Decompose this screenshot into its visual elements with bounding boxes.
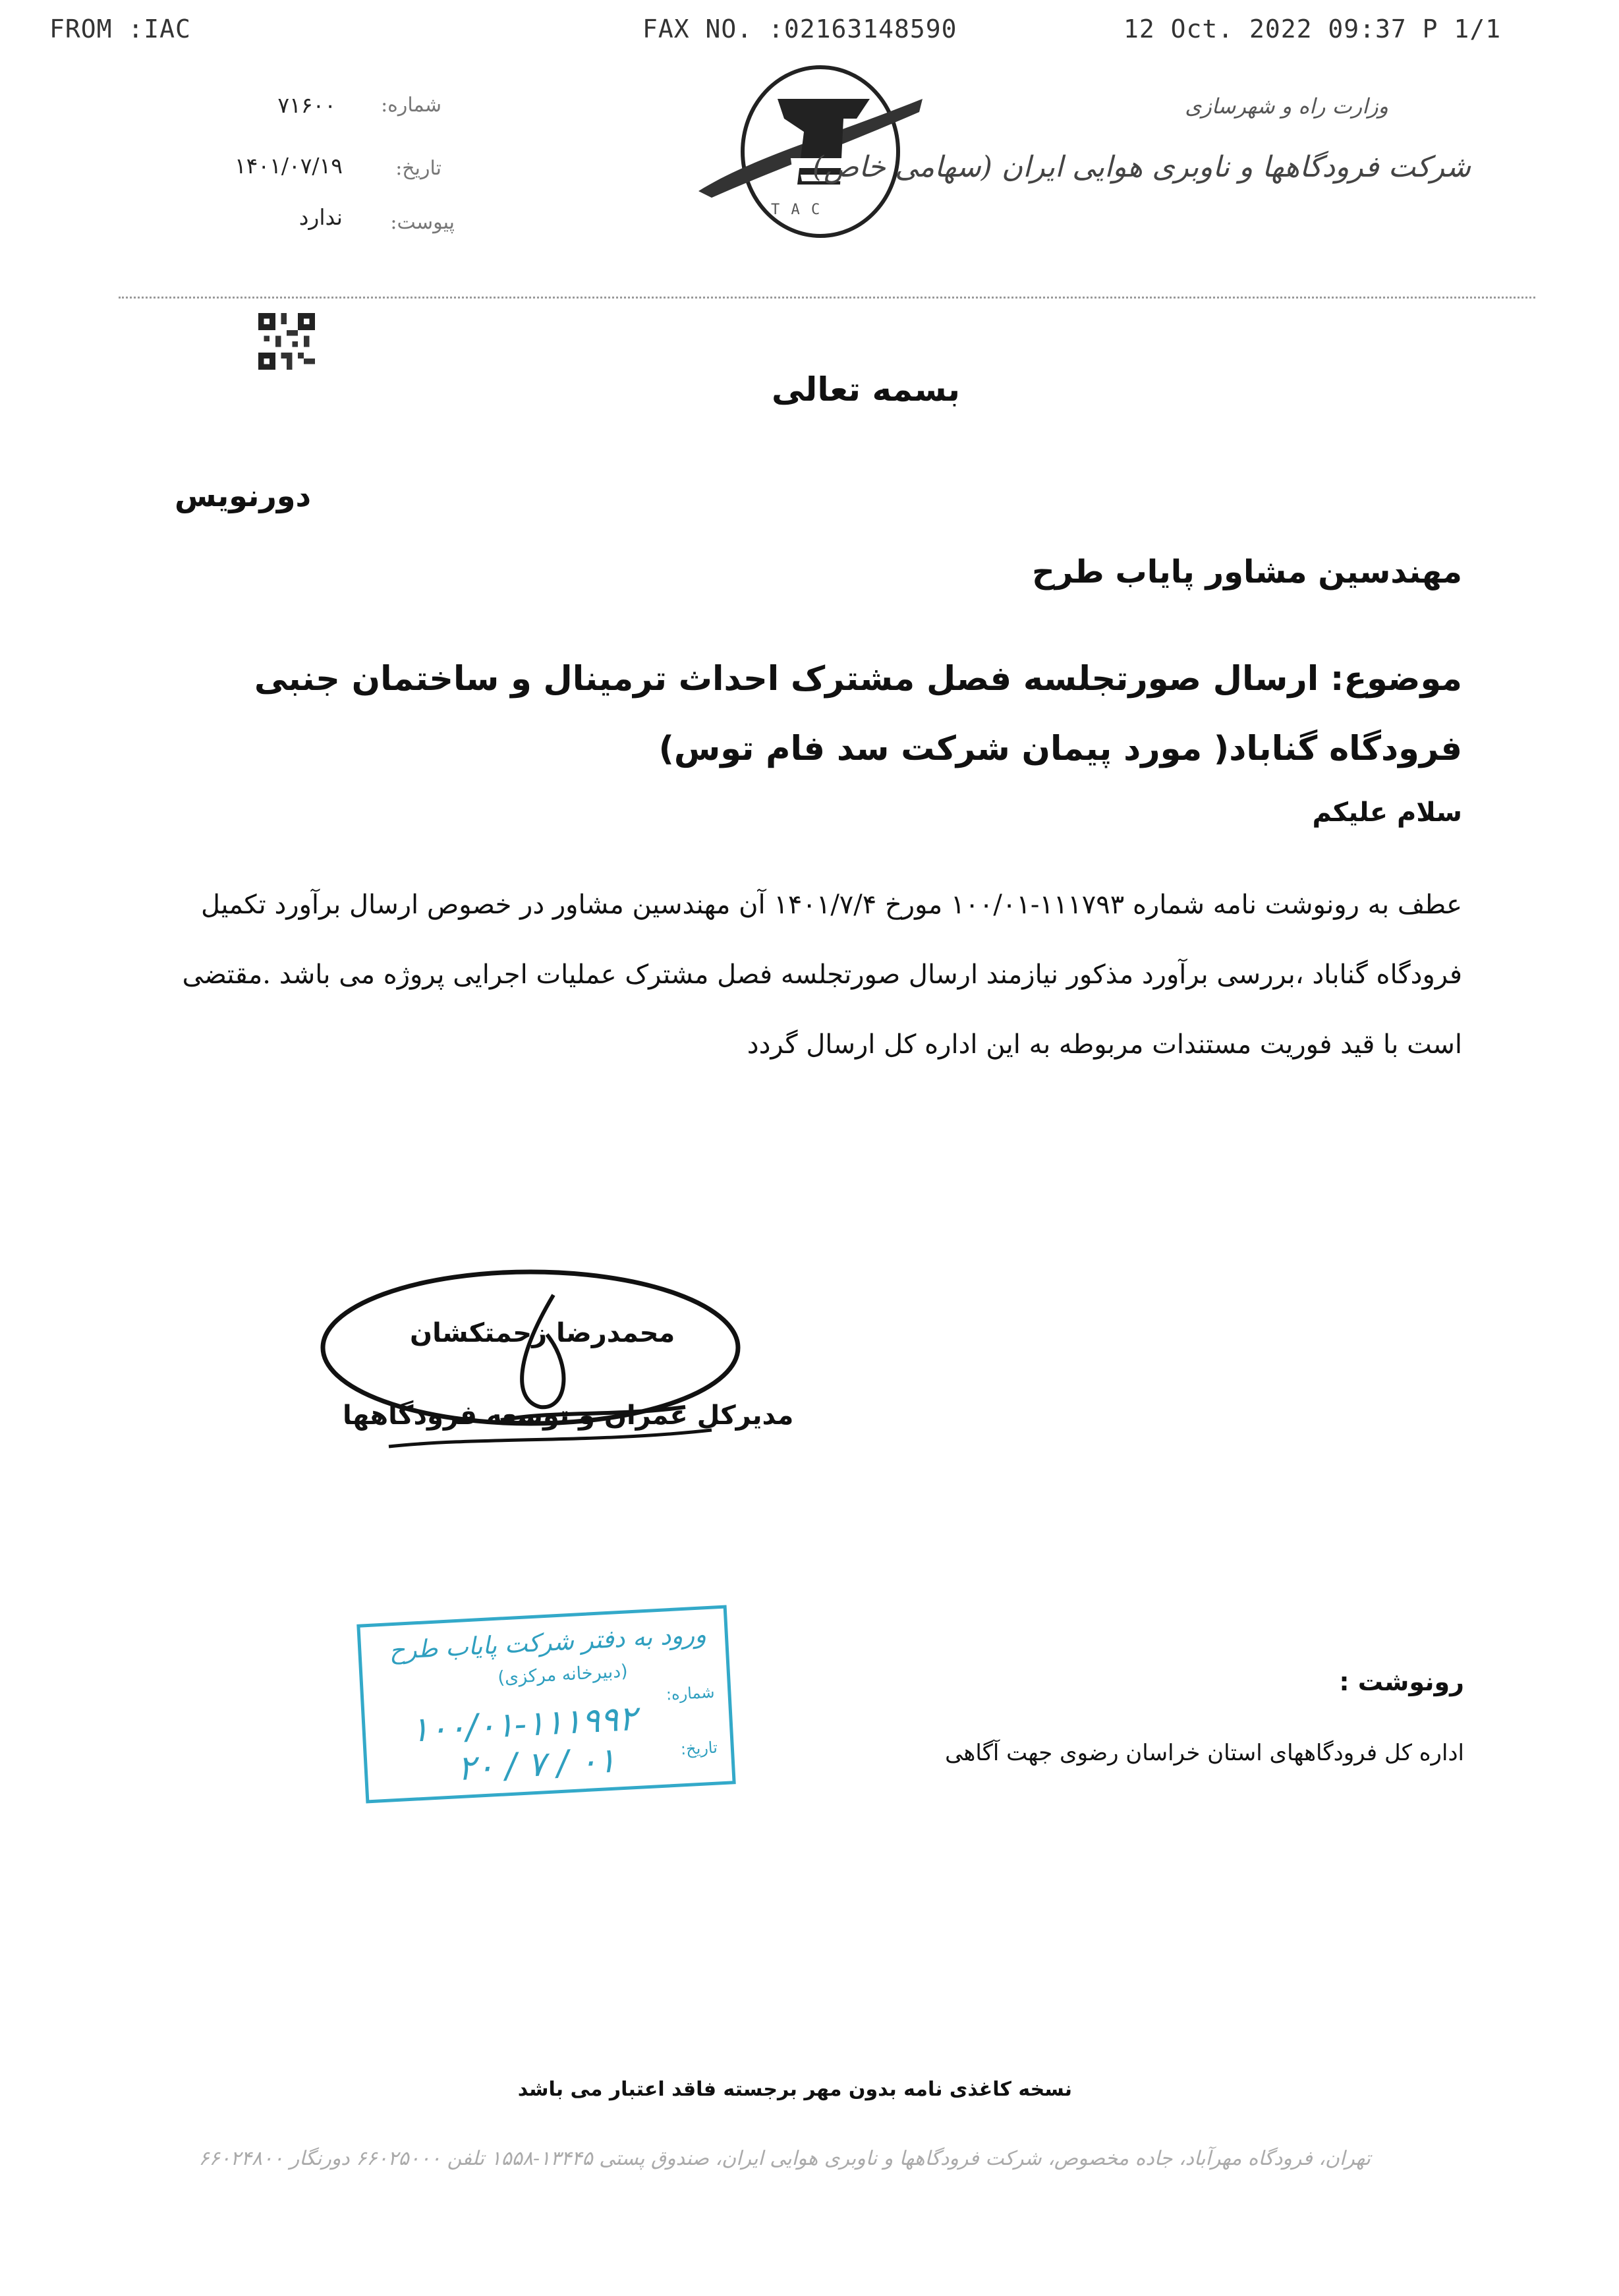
stamp-title: ورود به دفتر شرکت پایاب طرح [388, 1620, 707, 1665]
signatory-title: مدیرکل عمران و توسعه فرودگاهها [343, 1400, 794, 1431]
signatory-name: محمدرضا زحمتکشان [410, 1318, 675, 1348]
fax-from: FROM :IAC [49, 14, 191, 43]
stamp-number-label: شماره: [666, 1682, 716, 1704]
footer-address: تهران، فرودگاه مهرآباد، جاده مخصوص، شرکت فرودگاهها و ناوبری هوایی ایران، صندوق پستی ۱۳۴۴۵-۱۵۵۸ تلفن ۶۶۰۲۵۰۰۰ دورنگار ۶۶۰۲۴۸۰۰ [198, 2147, 1371, 2170]
letter-number: ۷۱۶۰۰ [277, 92, 336, 118]
fax-number: FAX NO. :02163148590 [642, 14, 957, 43]
ministry-name: وزارت راه و شهرسازی [1185, 94, 1388, 119]
qr-code-icon [258, 313, 315, 370]
fax-datetime: 12 Oct. 2022 09:37 P 1/1 [1123, 14, 1502, 43]
stamp-date: ۰۱ / ۷ / ۲۰ [456, 1740, 617, 1789]
logo-letters: T A C [771, 202, 822, 218]
stamp-date-label: تاریخ: [680, 1738, 718, 1759]
greeting: سلام علیکم [1312, 797, 1462, 828]
cc-recipient: اداره کل فرودگاههای استان خراسان رضوی جهت آگاهی [945, 1740, 1464, 1766]
cc-label: رونوشت : [1339, 1667, 1464, 1696]
header-divider [119, 297, 1535, 299]
stamp-number: ۱۰۰/۰۱-۱۱۱۹۹۲ [409, 1698, 638, 1750]
footer-note: نسخه کاغذی نامه بدون مهر برجسته فاقد اعتبار می باشد [517, 2078, 1072, 2101]
letter-attachment-label: پیوست: [390, 211, 455, 234]
reception-stamp [356, 1605, 735, 1803]
company-name: شرکت فرودگاهها و ناوبری هوایی ایران (سهامی خاص) [812, 150, 1471, 184]
copy-mark: دورنویس [175, 478, 312, 513]
basmala-heading: بسمه تعالی [771, 370, 960, 409]
qr-code [258, 313, 315, 370]
letter-body: عطف به رونوشت نامه شماره ۱۱۱۷۹۳-۱۰۰/۰۱ مورخ ۱۴۰۱/۷/۴ آن مهندسین مشاور در خصوص ارسال برآورد تکمیل فرودگاه گناباد ،بررسی برآورد مذکور نیازمند ارسال صورتجلسه فصل مشترک عملیات اجرایی پروژه می باشد .مقتضی است با قید فوریت مستندات مربوطه به این اداره کل ارسال گردد [182, 890, 1462, 1060]
signature-scribble-icon [316, 1255, 738, 1473]
recipient: مهندسین مشاور پایاب طرح [1032, 554, 1462, 590]
letter-number-label: شماره: [381, 94, 441, 117]
signature [316, 1255, 738, 1473]
stamp-subtitle: (دبیرخانه مرکزی) [497, 1661, 629, 1688]
letter-date-label: تاریخ: [395, 157, 441, 180]
letter-date: ۱۴۰۱/۰۷/۱۹ [234, 153, 343, 179]
letter-attachment: ندارد [298, 204, 343, 230]
subject: موضوع: ارسال صورتجلسه فصل مشترک احداث ترمینال و ساختمان جنبی فرودگاه گناباد( مورد پیمان شرکت سد فام توس) [254, 660, 1462, 768]
